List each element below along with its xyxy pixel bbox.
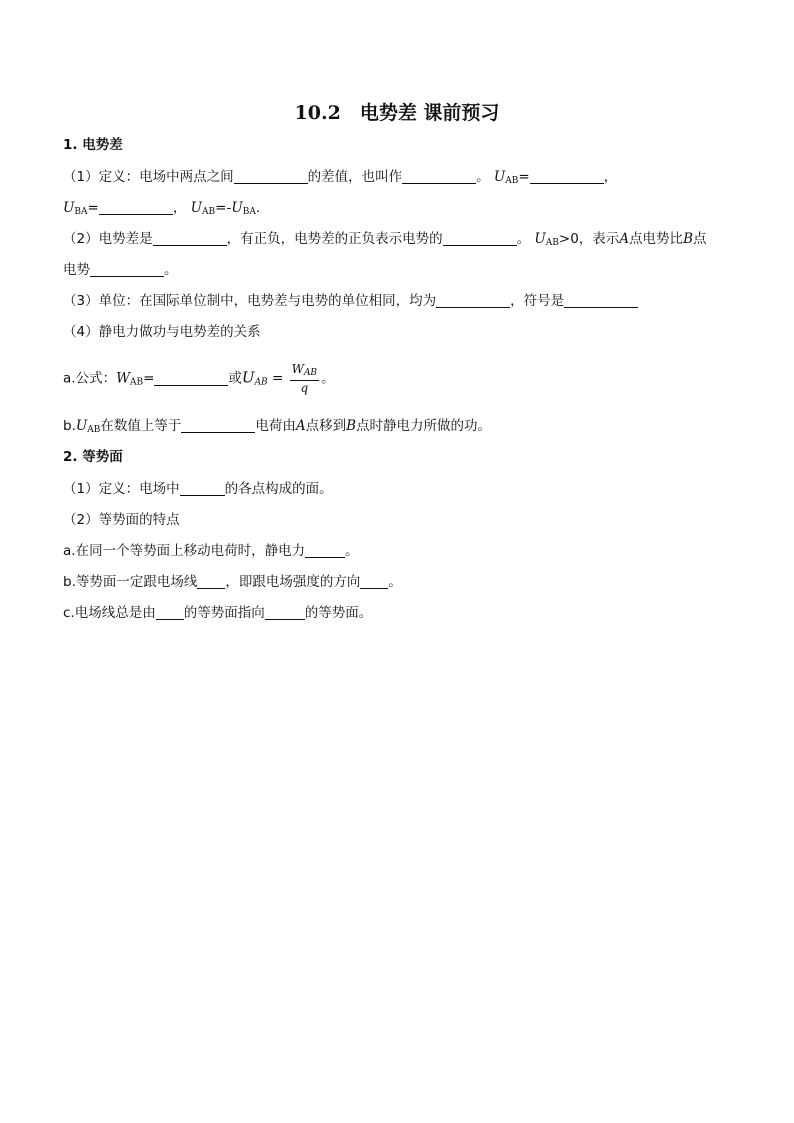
text: 点时静电力所做的功。 [356,418,492,434]
text: = [87,200,99,216]
fraction-denominator: q [300,381,309,395]
symbol-u: U [63,200,75,216]
definition-line [63,168,617,190]
symbol-u: U [534,231,546,247]
symbol-u: U [190,200,203,216]
symbol-u: U [241,368,255,387]
text: 在数值上等于 [100,418,182,434]
text: ，符号是 [510,293,565,309]
subscript: AB [87,425,101,435]
text: c.电场线总是由 [63,605,156,621]
text: （1）定义：电场中 [63,481,180,497]
work-relation-heading: （4）静电力做功与电势差的关系 [63,324,261,340]
text: a.公式： [63,370,117,387]
blank-field[interactable] [197,574,225,589]
uab-meaning-line [63,417,491,439]
text: = [518,169,530,185]
subscript: AB [129,377,144,388]
section-heading-2: 2. 等势面 [63,449,123,465]
symbol-u: U [231,200,243,216]
text: ， [603,169,618,185]
text: 点移到 [305,418,347,434]
text: b.等势面一定跟电场线 [63,574,198,590]
blank-field[interactable] [436,293,510,308]
text: 。 [516,231,531,247]
feature-a-line [63,542,359,560]
text: = [267,370,288,387]
text: >0，表示 [558,231,620,247]
blank-field[interactable] [443,231,517,246]
text: 点 [692,231,707,247]
text: 。 [164,262,178,278]
text: （1）定义：电场中两点之间 [63,169,234,185]
subscript: AB [303,368,318,378]
blank-field[interactable] [99,200,173,215]
blank-field[interactable] [181,418,255,433]
blank-field[interactable] [402,169,476,184]
fraction-numerator [290,362,319,381]
text: 。 [388,574,402,590]
subscript: AB [545,238,559,248]
blank-field[interactable] [530,169,604,184]
text: 的等势面指向 [183,605,265,621]
fraction-w-over-q [290,362,319,395]
text: ，有正负，电势差的正负表示电势的 [226,231,443,247]
blank-field[interactable] [154,371,228,386]
text: （3）单位：在国际单位制中，电势差与电势的单位相同，均为 [63,293,437,309]
symbol-a: A [619,231,630,247]
symbol-b: B [683,231,693,247]
text: 电势 [63,262,90,278]
text: 。 [321,370,335,387]
text: ， [172,200,187,216]
text: b. [63,418,76,434]
text: 点电势比 [629,231,684,247]
blank-field[interactable] [156,605,184,620]
feature-c-line [63,604,372,622]
formula-line [63,362,335,398]
subscript: BA [74,207,88,217]
symbol-u: U [493,169,506,185]
blank-field[interactable] [360,574,388,589]
symbol-u: U [75,418,88,434]
text: 的等势面。 [304,605,373,621]
potential-diff-line [63,230,706,252]
symbol-b: B [346,418,357,434]
text: 的各点构成的面。 [224,481,333,497]
unit-line [63,292,638,310]
text: a.在同一个等势面上移动电荷时，静电力 [63,543,306,559]
subscript: AB [202,207,216,217]
feature-b-line [63,573,402,591]
text: 。 [345,543,359,559]
potential-continued-line [63,261,178,279]
blank-field[interactable] [90,262,164,277]
symbol-w: W [116,370,130,387]
text: ，即跟电场强度的方向 [225,574,361,590]
text: 电荷由 [255,418,296,434]
symbol-w: W [291,362,304,376]
page-title: 10.2 电势差 课前预习 [294,102,500,124]
blank-field[interactable] [153,231,227,246]
blank-field[interactable] [265,605,305,620]
blank-field[interactable] [180,481,225,496]
subscript: BA [242,207,256,217]
equipotential-definition-line [63,480,333,498]
blank-field[interactable] [234,169,308,184]
blank-field[interactable] [564,293,638,308]
subscript: AB [505,176,519,186]
uba-line [63,199,260,221]
text: （2）电势差是 [63,231,153,247]
text: =- [215,200,232,216]
section-heading-1: 1. 电势差 [63,137,123,153]
text: 或 [228,370,242,387]
text: 的差值，也叫作 [307,169,403,185]
text: = [143,370,155,387]
text: . [255,200,261,216]
equipotential-features-heading: （2）等势面的特点 [63,512,180,528]
text: 。 [476,169,490,185]
symbol-a: A [295,418,306,434]
subscript: AB [254,377,268,388]
blank-field[interactable] [305,543,345,558]
